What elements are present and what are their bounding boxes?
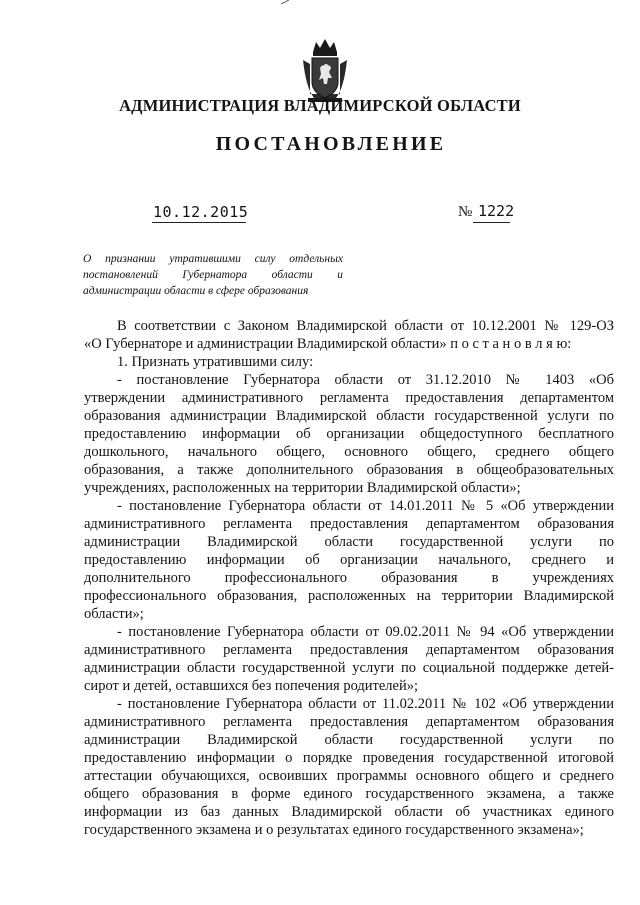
body-line: «О Губернаторе и администрации Владимирской области» п о с т а н о в л я ю:	[84, 336, 572, 352]
item-line: администрации области государственной услуги по социальной поддержке детей-	[84, 660, 614, 676]
item-line: - постановление Губернатора области от 14.01.2011 № 5 «Об утверждении	[117, 498, 614, 514]
number-prefix: №	[458, 204, 473, 220]
item-line: общего образования в форме единого государственного экзамена, а также	[84, 786, 614, 802]
item-line: учреждениях, расположенных на территории Владимирской области»;	[84, 480, 521, 496]
number-underline	[473, 222, 510, 223]
item-line: администрации Владимирской области государственной услуги по	[84, 534, 614, 550]
point-heading: 1. Признать утратившими силу:	[117, 354, 314, 370]
item-line: административного регламента предоставления департаментом образования	[84, 714, 614, 730]
item-line: предоставлению информации о порядке проведения государственной итоговой	[84, 750, 614, 766]
document-type: ПОСТАНОВЛЕНИЕ	[215, 133, 447, 155]
subject-line: администрации области в сфере образования	[83, 285, 309, 297]
item-line: образования, а также дополнительного образования в общеобразовательных	[84, 462, 614, 478]
item-line: государственного экзамена и о результатах единого государственного экзамена»;	[84, 822, 584, 838]
item-line: сирот и детей, оставшихся без попечения родителей»;	[84, 678, 419, 694]
item-line: административного регламента предоставления департаментом образования	[84, 516, 614, 532]
item-line: образования администрации Владимирской области государственной услуги по	[84, 408, 614, 424]
subject-block	[83, 251, 343, 299]
item-line: дополнительного профессионального образования в учреждениях	[84, 570, 614, 586]
document-body	[84, 317, 614, 839]
organization-title: АДМИНИСТРАЦИЯ ВЛАДИМИРСКОЙ ОБЛАСТИ	[119, 96, 521, 115]
item-line: - постановление Губернатора области от 09.02.2011 № 94 «Об утверждении	[117, 624, 614, 640]
item-line: предоставлению информации об организации общедоступного бесплатного	[84, 426, 614, 442]
date-underline	[152, 222, 246, 223]
coat-of-arms-icon	[300, 38, 350, 104]
item-line: информации из баз данных Владимирской области об участниках единого	[84, 804, 614, 820]
body-line: В соответствии с Законом Владимирской области от 10.12.2001 № 129-ОЗ	[117, 318, 614, 334]
item-line: предоставлению информации об организации начального, среднего и	[84, 552, 614, 568]
item-line: области»;	[84, 606, 144, 622]
item-line: - постановление Губернатора области от 11.02.2011 № 102 «Об утверждении	[117, 696, 614, 712]
item-line: аттестации обучающихся, освоивших программы основного общего и среднего	[84, 768, 614, 784]
item-line: администрации Владимирской области государственной услуги по	[84, 732, 614, 748]
subject-line: постановлений Губернатора области и	[83, 269, 343, 281]
item-line: административного регламента предоставления департаментом образования	[84, 642, 614, 658]
document-number: 1222	[478, 202, 515, 220]
item-line: профессионального образования, расположенных на территории Владимирской	[84, 588, 614, 604]
item-line: дошкольного, начального общего, основного общего, среднего общего	[84, 444, 614, 460]
document-date: 10.12.2015	[153, 203, 249, 221]
item-line: утверждении административного регламента предоставления департаментом	[84, 390, 614, 406]
subject-line: О признании утратившими силу отдельных	[83, 253, 343, 265]
scan-mark	[281, 0, 289, 4]
item-line: - постановление Губернатора области от 31.12.2010 № 1403 «Об	[117, 372, 614, 388]
